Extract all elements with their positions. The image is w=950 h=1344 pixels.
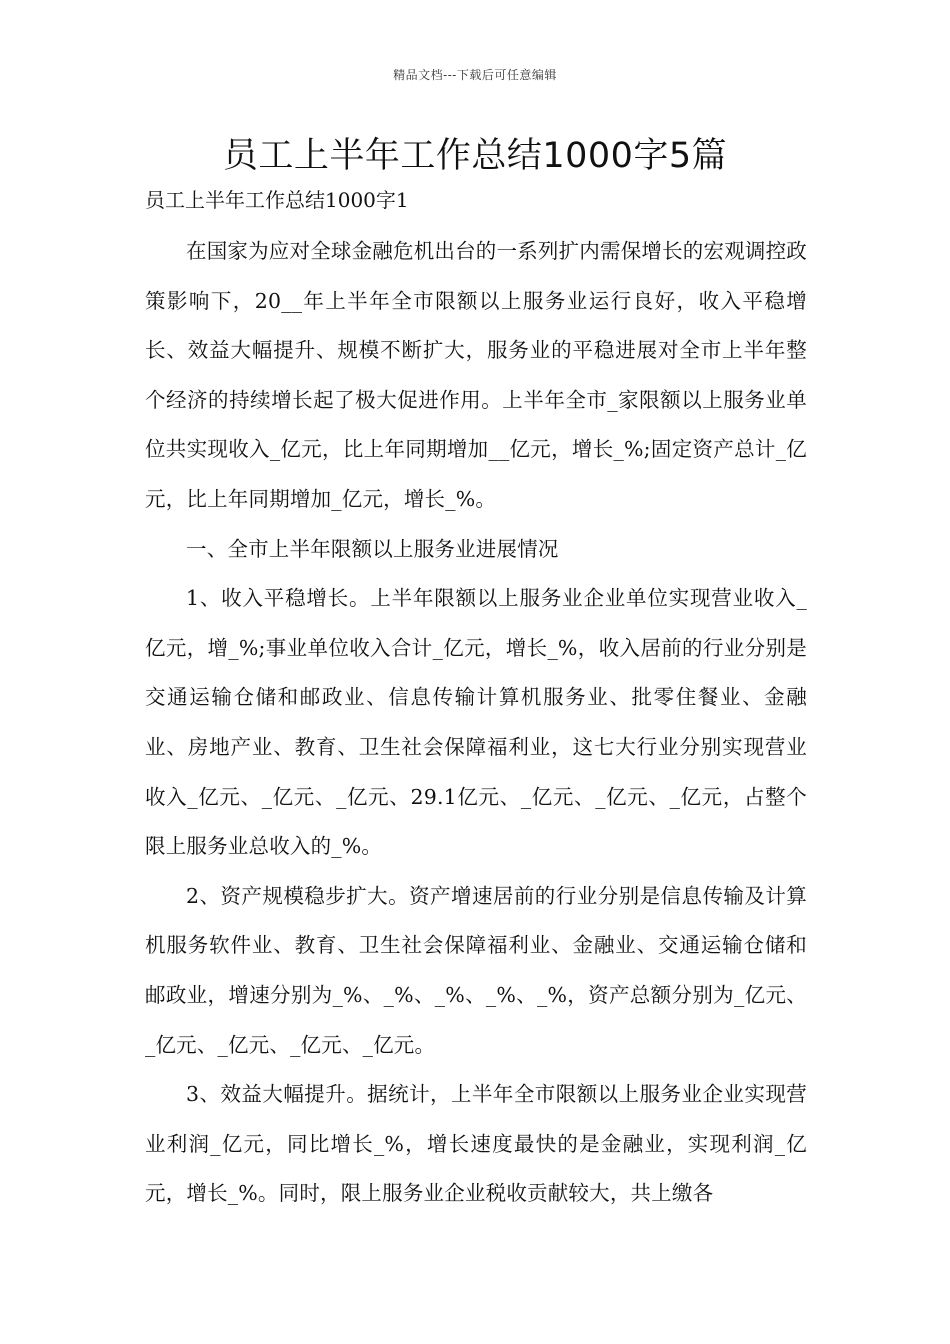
paragraph-section-heading: 一、全市上半年限额以上服务业进展情况 (186, 536, 559, 561)
paragraph-assets: 2、资产规模稳步扩大。资产增速居前的行业分别是信息传输及计算机服务软件业、教育、卫生社会保障福利业、金融业、交通运输仓储和邮政业，增速分别为_%、_%、_%、_%、_%，资产总额分别为_亿元、_亿元、_亿元、_亿元、_亿元。 (145, 883, 807, 1057)
paragraph-revenue: 1、收入平稳增长。上半年限额以上服务业企业单位实现营业收入_亿元，增_%;事业单位收入合计_亿元，增长_%，收入居前的行业分别是交通运输仓储和邮政业、信息传输计算机服务业、批零住餐业、金融业、房地产业、教育、卫生社会保障福利业，这七大行业分别实现营业收入_亿元、_亿元、_亿元、29.1亿元、_亿元、_亿元、_亿元，占整个限上服务业总收入的_%。 (145, 586, 807, 859)
paragraph-profit: 3、效益大幅提升。据统计，上半年全市限额以上服务业企业实现营业利润_亿元，同比增长_%，增长速度最快的是金融业，实现利润_亿元，增长_%。同时，限上服务业企业税收贡献较大，共上缴各 (145, 1082, 807, 1206)
document-title: 员工上半年工作总结1000字5篇 (222, 136, 728, 176)
document-body (145, 227, 807, 1219)
header-note: 精品文档---下载后可任意编辑 (393, 68, 557, 82)
document-subtitle: 员工上半年工作总结1000字1 (145, 188, 409, 212)
paragraph-intro: 在国家为应对全球金融危机出台的一系列扩内需保增长的宏观调控政策影响下，20__年上半年全市限额以上服务业运行良好，收入平稳增长、效益大幅提升、规模不断扩大，服务业的平稳进展对全市上半年整个经济的持续增长起了极大促进作用。上半年全市_家限额以上服务业单位共实现收入_亿元，比上年同期增加__亿元，增长_%;固定资产总计_亿元，比上年同期增加_亿元，增长_%。 (145, 239, 807, 511)
